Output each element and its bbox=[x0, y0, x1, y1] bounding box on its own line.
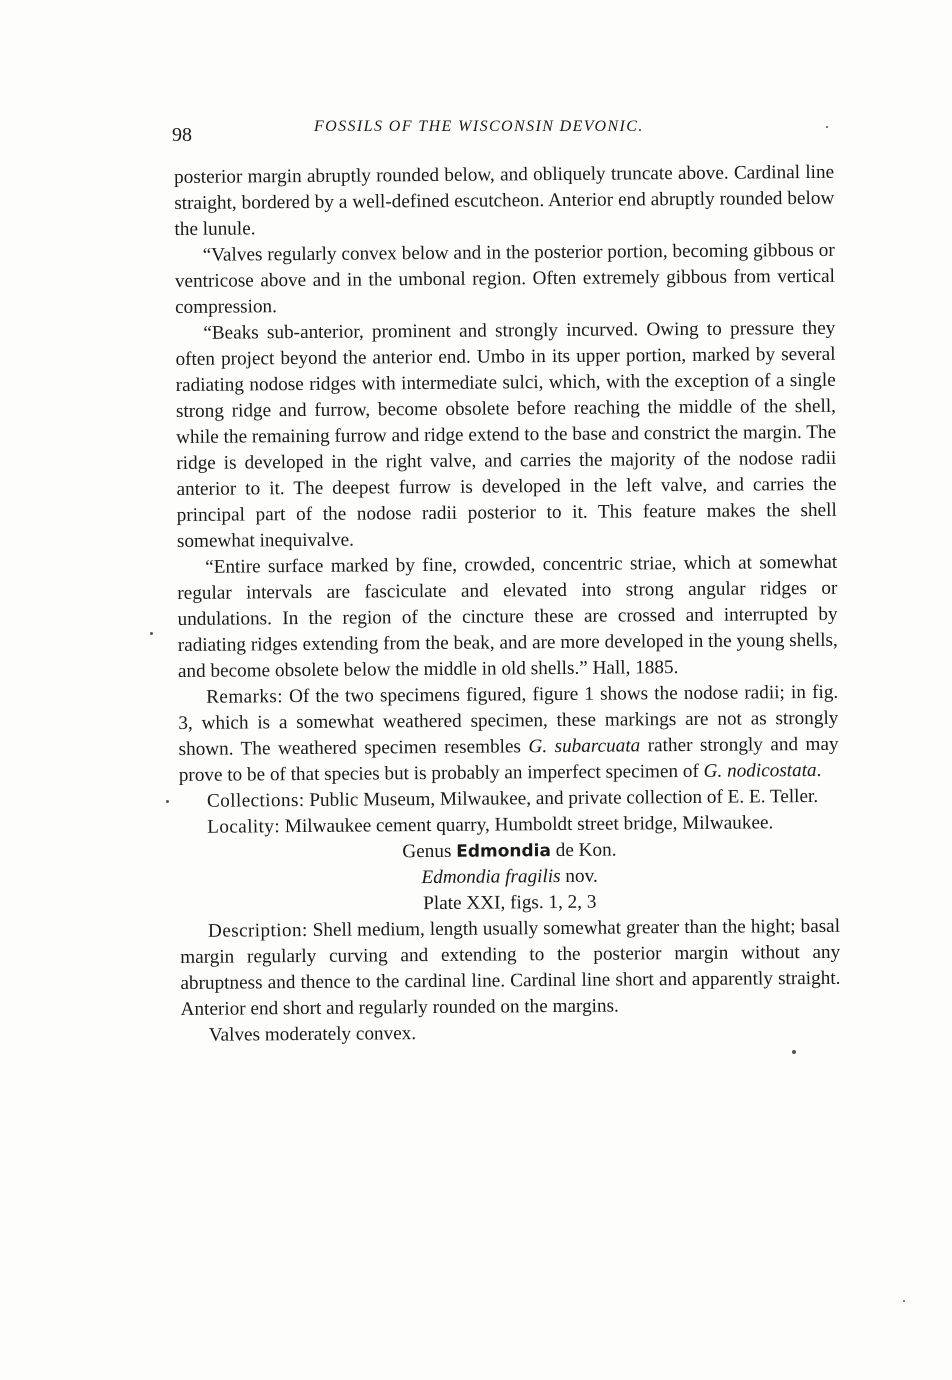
locality-text: Milwaukee cement quarry, Humboldt street bridge, Milwaukee. bbox=[279, 812, 774, 838]
species-name: Edmondia fragilis bbox=[421, 865, 561, 889]
description-label: Description: bbox=[207, 919, 308, 942]
plate-reference: Plate XXI, figs. 1, 2, 3 bbox=[423, 891, 597, 915]
scan-speck bbox=[166, 800, 169, 803]
paragraph-beaks: “Beaks sub-anterior, prominent and strongly incurved. Owing to pressure they often project beyond the anterior end. Umbo in its upper portion, marked by several radiating nodose ridges with intermediate sulci, which, with the exception of a single strong ridge and furrow, become obsolete before reaching the middle of the shell, while the remaining furrow and ridge extend to the base and constrict the margin. The ridge is developed in the right valve, and carries the majority of the nodose radii anterior to it. The deepest furrow is developed in the left valve, and carries the principal part of the nodose radii posterior to it. This feature makes the shell somewhat inequivalve. bbox=[175, 317, 837, 552]
running-head: FOSSILS OF THE WISCONSIN DEVONIC. bbox=[314, 118, 644, 135]
paragraph-locality bbox=[179, 810, 839, 841]
paragraph-remarks bbox=[178, 680, 839, 789]
paragraph-shell-margin: posterior margin abruptly rounded below, and obliquely truncate above. Cardinal line straight, bordered by a well-defined escutcheon. Anterior end abruptly rounded below the lunule. bbox=[174, 161, 835, 240]
remarks-text-1: Of the two specimens figured, figure 1 shows the nodose radii; in fig. 3, which is a somewhat weathered specimen, these markings are not as strongly shown. The weathered specimen resembles bbox=[178, 681, 839, 760]
scan-speck bbox=[150, 632, 153, 635]
genus-name: Edmondia bbox=[456, 841, 551, 862]
remarks-species-2: G. nodicostata bbox=[703, 759, 817, 782]
page-number: 98 bbox=[172, 124, 192, 146]
genus-prefix: Genus bbox=[402, 840, 457, 863]
remarks-text-3: . bbox=[816, 759, 822, 781]
collections-text: Public Museum, Milwaukee, and private collection of E. E. Teller. bbox=[304, 785, 819, 811]
paragraph-surface: “Entire surface marked by fine, crowded, concentric striae, which at somewhat regular intervals are fasciculate and elevated into strong angular ridges or undulations. In the region of the cincture these are crossed and interrupted by radiating ridges extending from the beak, and are more developed in the young shells, and become obsolete below the middle in old shells.” Hall, 1885. bbox=[177, 551, 838, 682]
collections-label: Collections: bbox=[206, 789, 305, 812]
paragraph-description bbox=[180, 914, 841, 1023]
description-text: Shell medium, length usually somewhat greater than the hight; basal margin regularly curving and extending to the posterior margin without any abruptness and thence to the cardinal line. Cardinal line short and apparently straight. Anterior end short and regularly rounded on the margins. bbox=[180, 915, 841, 1020]
genus-author: de Kon. bbox=[550, 839, 617, 862]
species-suffix: nov. bbox=[560, 865, 598, 887]
remarks-label: Remarks: bbox=[206, 686, 284, 708]
page-header bbox=[172, 118, 832, 148]
body-text bbox=[174, 160, 841, 1049]
paragraph-valves-convex: Valves moderately convex. bbox=[208, 1023, 417, 1046]
scan-speck bbox=[826, 126, 828, 128]
remarks-species-1: G. subarcuata bbox=[528, 735, 641, 758]
scan-speck bbox=[903, 1300, 905, 1302]
locality-label: Locality: bbox=[207, 816, 281, 838]
scan-speck bbox=[792, 1050, 796, 1054]
paragraph-valves: “Valves regularly convex below and in the posterior portion, becoming gibbous or ventricose above and in the umbonal region. Often extremely gibbous from vertical compression. bbox=[174, 239, 835, 318]
remarks-text-2: rather strongly and may prove to be of that species but is probably an imperfect specimen of bbox=[178, 733, 839, 786]
